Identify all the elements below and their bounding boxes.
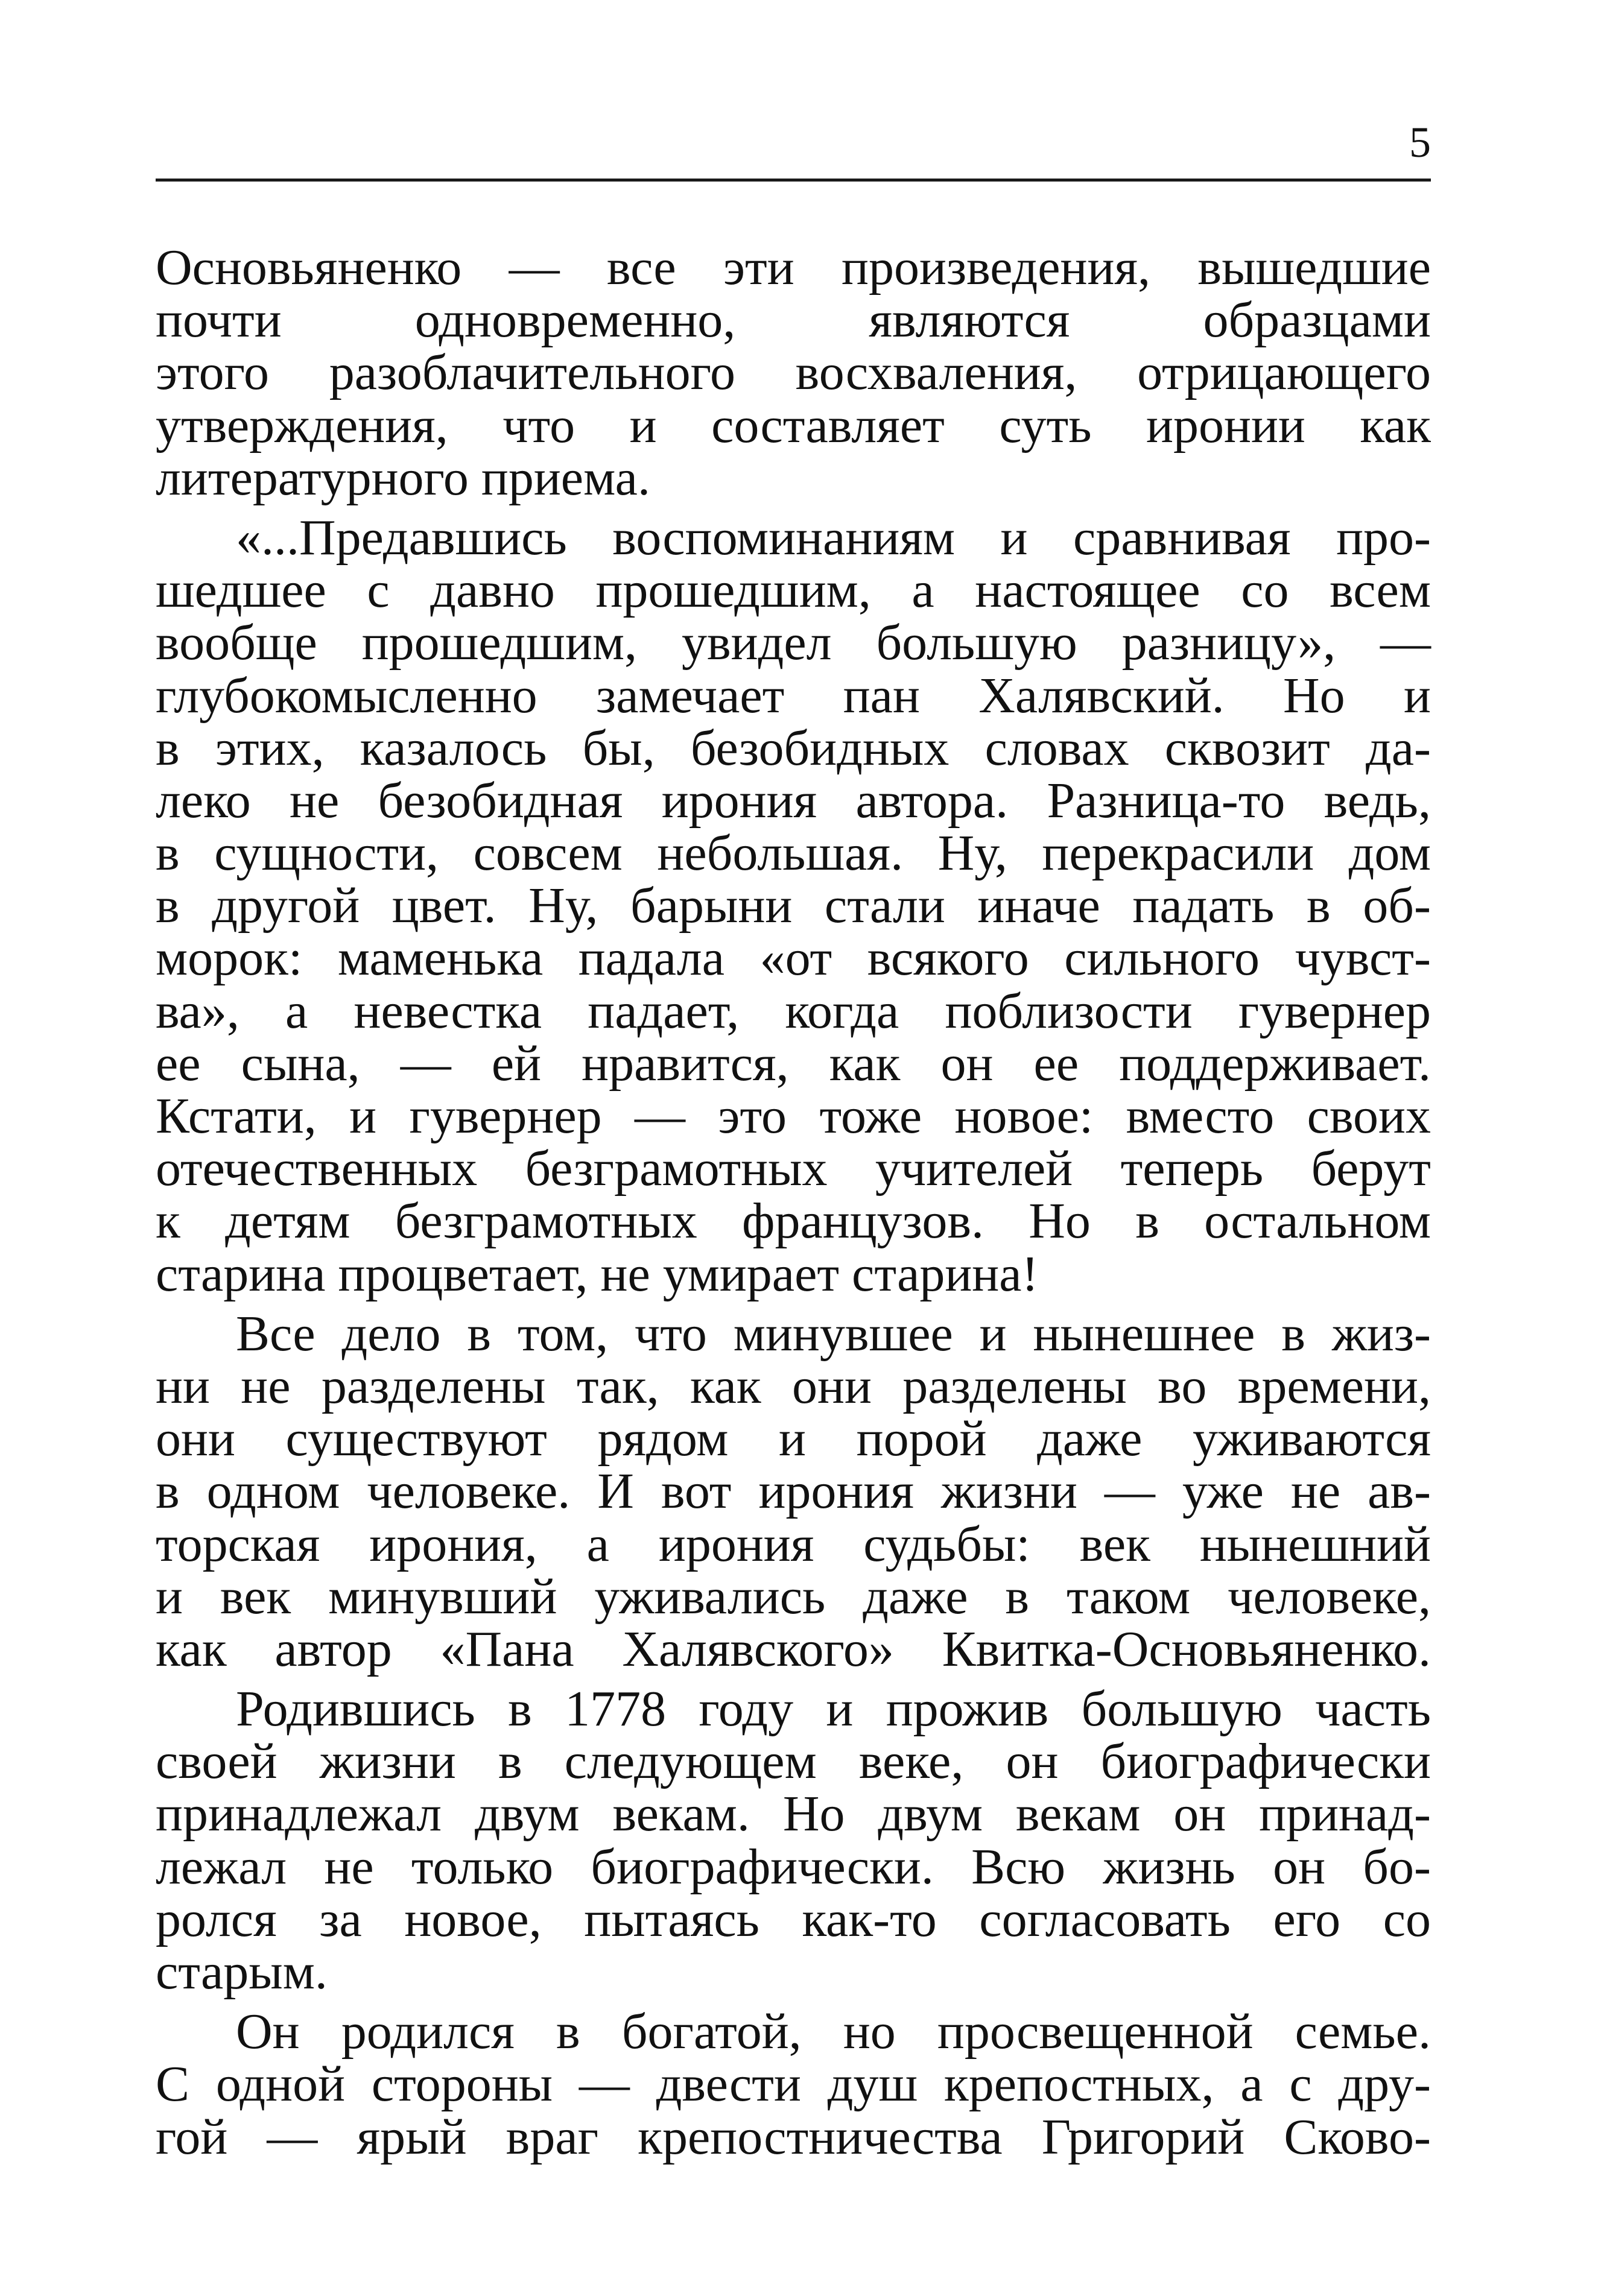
text-line: почти одновременно, являются образцами	[156, 292, 1431, 349]
text-line: Все дело в том, что минувшее и нынешнее в жиз-	[236, 1305, 1431, 1362]
text-line: старым.	[156, 1944, 328, 2000]
text-line: ни не разделены так, как они разделены во времени,	[156, 1358, 1431, 1414]
paragraph	[156, 1305, 1431, 1677]
text-line: они существуют рядом и порой даже уживаются	[156, 1411, 1431, 1467]
text-line: в этих, казалось бы, безобидных словах сквозит да-	[156, 719, 1431, 776]
text-line: Он родился в богатой, но просвещенной семье.	[236, 2003, 1431, 2060]
text-line: своей жизни в следующем веке, он биографически	[156, 1733, 1431, 1790]
text-line: Родившись в 1778 году и прожив большую часть	[236, 1681, 1431, 1738]
text-line: леко не безобидная ирония автора. Разница-то ведь,	[156, 772, 1431, 829]
text-line: ролся за новое, пытаясь как-то согласовать его со	[156, 1891, 1431, 1947]
paragraph	[156, 2005, 1431, 2163]
text-line: «...Предавшись воспоминаниям и сравнивая про-	[236, 509, 1431, 566]
text-line: старина процветает, не умирает старина!	[156, 1245, 1039, 1302]
text-line: лежал не только биографически. Всю жизнь он бо-	[156, 1838, 1431, 1895]
paragraph	[156, 511, 1431, 1300]
text-line: глубокомысленно замечает пан Халявский. Но и	[156, 667, 1431, 724]
text-line: ее сына, — ей нравится, как он ее поддерживает.	[156, 1035, 1431, 1092]
text-line: к детям безграмотных французов. Но в остальном	[156, 1193, 1431, 1250]
text-line: Кстати, и гувернер — это тоже новое: вместо своих	[156, 1088, 1431, 1144]
page-number: 5	[1409, 118, 1431, 166]
text-line: принадлежал двум векам. Но двум векам он принад-	[156, 1786, 1431, 1842]
text-line: отечественных безграмотных учителей теперь берут	[156, 1140, 1431, 1197]
header-rule	[156, 179, 1431, 182]
text-line: ва», а невестка падает, когда поблизости гувернер	[156, 982, 1431, 1039]
text-line: вообще прошедшим, увидел большую разницу», —	[156, 615, 1431, 671]
text-line: С одной стороны — двести душ крепостных, а с дру-	[156, 2056, 1431, 2113]
text-line: Основьяненко — все эти произведения, вышедшие	[156, 239, 1431, 296]
text-line: в одном человеке. И вот ирония жизни — уже не ав-	[156, 1463, 1431, 1520]
paragraph	[156, 1683, 1431, 1998]
text-line: этого разоблачительного восхваления, отрицающего	[156, 344, 1431, 401]
text-line: торская ирония, а ирония судьбы: век нынешний	[156, 1516, 1431, 1572]
text-line: в сущности, совсем небольшая. Ну, перекрасили дом	[156, 825, 1431, 882]
body-text	[156, 241, 1431, 2163]
text-line: как автор «Пана Халявского» Квитка-Основьяненко.	[156, 1621, 1431, 1677]
text-line: и век минувший уживались даже в таком человеке,	[156, 1568, 1431, 1625]
paragraph	[156, 241, 1431, 504]
text-line: литературного приема.	[156, 449, 650, 506]
text-line: утверждения, что и составляет суть иронии как	[156, 397, 1431, 454]
text-line: гой — ярый враг крепостничества Григорий Сково-	[156, 2108, 1431, 2165]
text-line: шедшее с давно прошедшим, а настоящее со всем	[156, 562, 1431, 619]
text-line: в другой цвет. Ну, барыни стали иначе падать в об-	[156, 878, 1431, 934]
text-line: морок: маменька падала «от всякого сильного чувст-	[156, 930, 1431, 987]
